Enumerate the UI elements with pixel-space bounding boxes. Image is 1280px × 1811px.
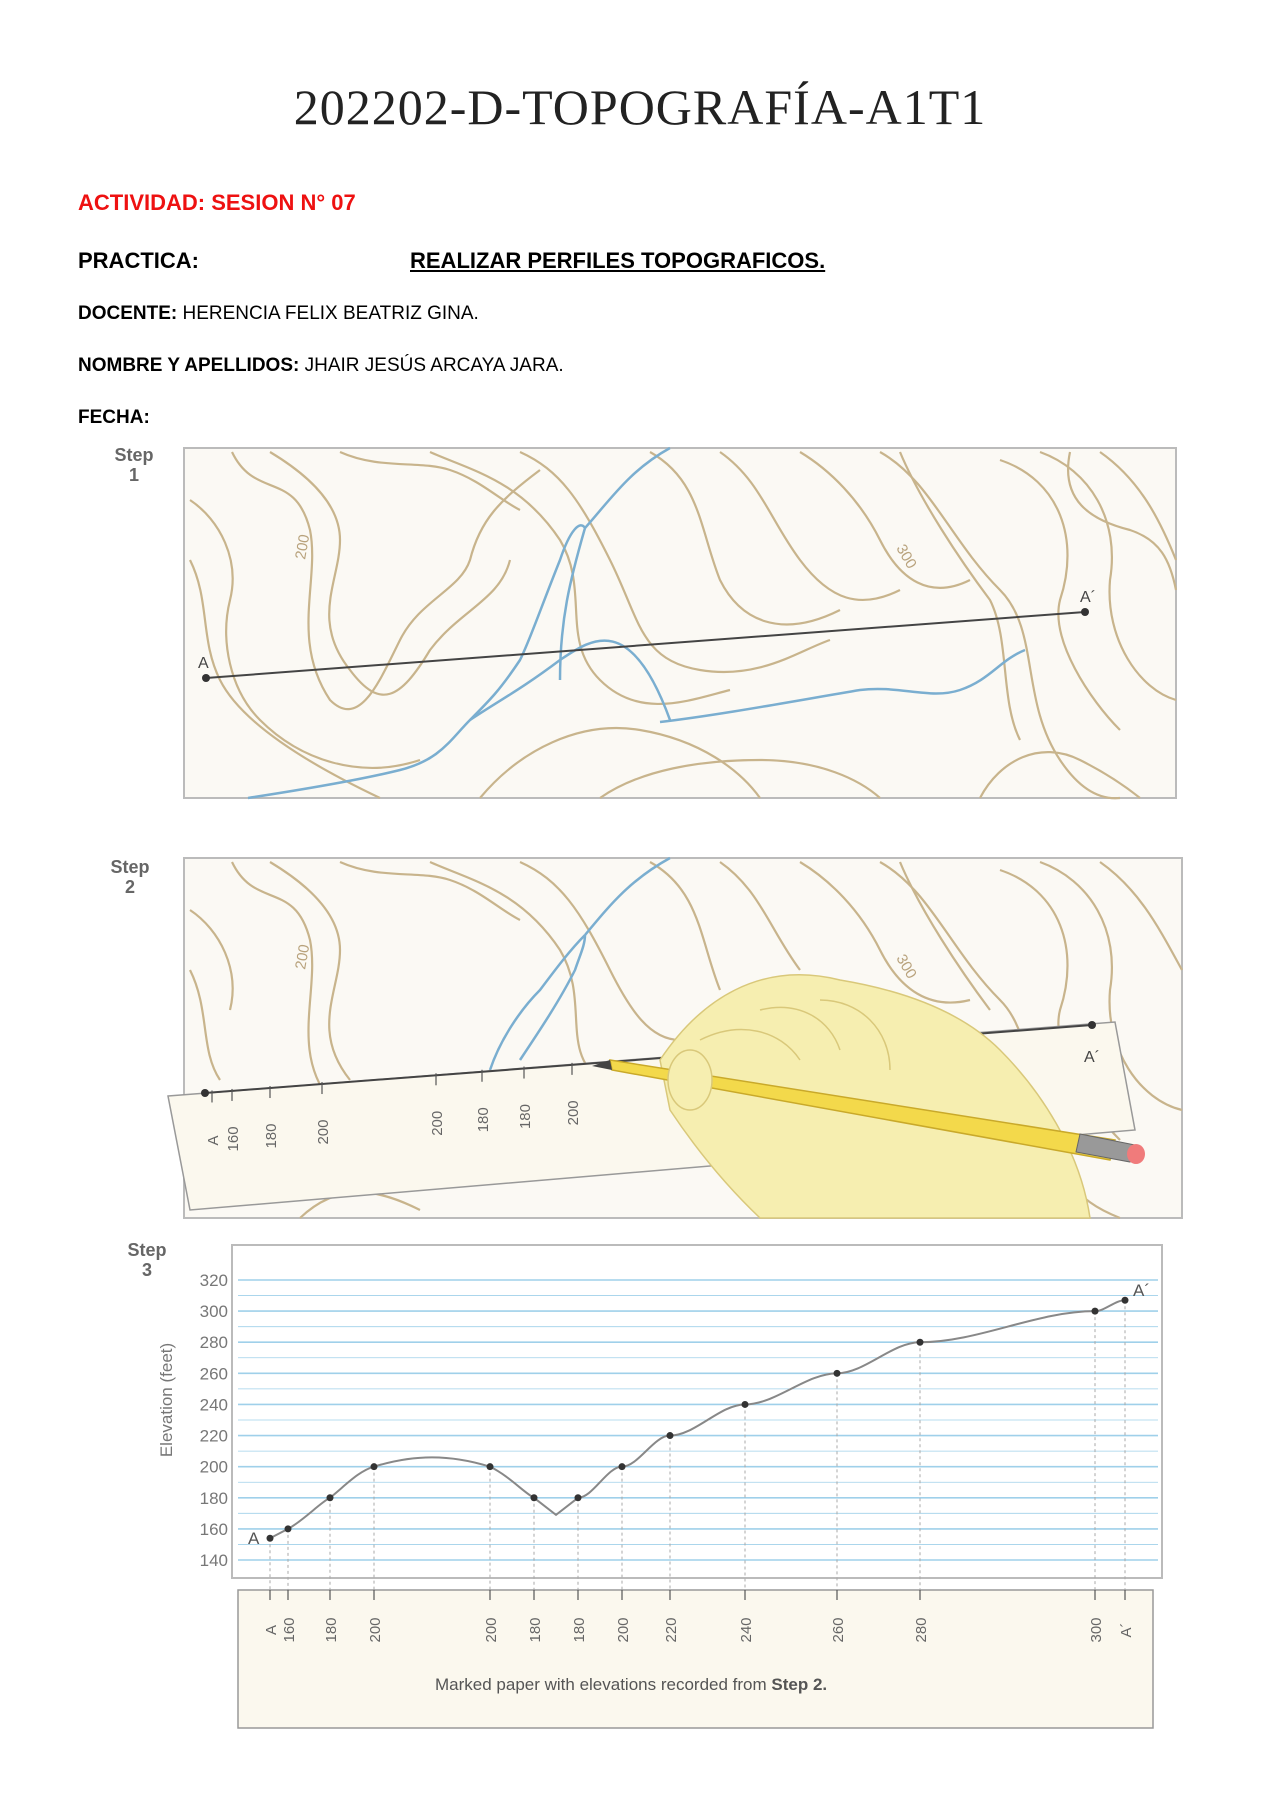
data-point: [285, 1525, 292, 1532]
y-tick-label: 240: [199, 1395, 228, 1415]
step2-mark-label: 200: [565, 1100, 582, 1126]
step3-mark-label: 160: [281, 1617, 298, 1643]
data-point: [531, 1494, 538, 1501]
step2-number: 2: [124, 877, 135, 897]
step2-mark-label: 200: [315, 1119, 332, 1145]
data-point: [371, 1463, 378, 1470]
step3-mark-label: 180: [527, 1617, 544, 1643]
data-point: [1092, 1308, 1099, 1315]
y-axis-label: Elevation (feet): [157, 1342, 176, 1458]
step3-mark-label: 280: [913, 1617, 930, 1643]
student-name: JHAIR JESÚS ARCAYA JARA.: [299, 355, 564, 376]
step3-mark-label: 240: [738, 1617, 755, 1643]
student-label: NOMBRE Y APELLIDOS:: [78, 355, 300, 376]
step1-label-a-prime: A´: [1080, 589, 1096, 606]
step1-label-a: A: [198, 655, 209, 672]
step1-word: Step: [114, 445, 154, 465]
step3-mark-label: 180: [323, 1617, 340, 1643]
step2-word: Step: [110, 857, 150, 877]
step2-contour-label-300: 300: [892, 951, 920, 982]
y-tick-label: 220: [199, 1426, 228, 1446]
data-point: [327, 1494, 334, 1501]
step3-mark-label: 180: [571, 1617, 588, 1643]
document-title: 202202-D-TOPOGRAFÍA-A1T1: [293, 79, 987, 135]
activity-heading: ACTIVIDAD: SESION N° 07: [78, 190, 356, 215]
step2-mark-label: 160: [225, 1126, 242, 1152]
step3-mark-label: 200: [615, 1617, 632, 1643]
data-point: [834, 1370, 841, 1377]
y-tick-label: 280: [199, 1333, 228, 1353]
step3-caption-bold: Step 2.: [771, 1675, 828, 1694]
practica-title: REALIZAR PERFILES TOPOGRAFICOS.: [410, 248, 826, 273]
step1-contour-label-300: 300: [892, 541, 920, 572]
step3-word: Step: [127, 1240, 167, 1260]
y-tick-label: 160: [199, 1519, 228, 1539]
step2-mark-label: A: [205, 1135, 222, 1146]
step1-number: 1: [128, 465, 139, 485]
step3-mark-label: 300: [1088, 1617, 1105, 1643]
step2-mark-label: 200: [429, 1110, 446, 1136]
step3-caption: [435, 1675, 827, 1694]
step3-mark-label: 220: [663, 1617, 680, 1643]
step3-mark-label: A´: [1118, 1622, 1135, 1638]
practica-label: PRACTICA:: [78, 248, 199, 273]
data-point: [575, 1494, 582, 1501]
data-point: [667, 1432, 674, 1439]
chart-start-label: A: [248, 1529, 260, 1549]
step2-mark-label: 180: [517, 1104, 534, 1130]
step3-mark-label: 260: [830, 1617, 847, 1643]
y-tick-label: 140: [199, 1551, 228, 1570]
y-tick-label: 260: [199, 1364, 228, 1384]
step2-mark-label: 180: [475, 1107, 492, 1133]
docente-name: HERENCIA FELIX BEATRIZ GINA.: [177, 303, 479, 324]
chart-end-label: A´: [1133, 1281, 1150, 1301]
data-point: [619, 1463, 626, 1470]
data-point: [742, 1401, 749, 1408]
step3-paper-strip: [238, 1590, 1153, 1728]
docente-label: DOCENTE:: [78, 303, 178, 324]
y-tick-label: 320: [199, 1271, 228, 1290]
step3-mark-label: 200: [483, 1617, 500, 1643]
step2-mark-label: 180: [263, 1123, 280, 1149]
data-point: [917, 1339, 924, 1346]
data-point: [487, 1463, 494, 1470]
chart-y-ticks: [200, 1271, 228, 1570]
data-point: [267, 1535, 274, 1542]
step2-label-a-prime: A´: [1084, 1049, 1100, 1066]
y-tick-label: 180: [199, 1488, 228, 1508]
y-tick-label: 300: [199, 1302, 228, 1322]
step1-contour-label-200: 200: [292, 533, 314, 561]
step3-mark-label: A: [263, 1624, 280, 1636]
step2-contour-label-200: 200: [292, 943, 314, 971]
data-point: [1122, 1297, 1129, 1304]
step3-number: 3: [141, 1260, 152, 1280]
fecha-label: FECHA:: [78, 407, 150, 428]
step3-caption-text: Marked paper with elevations recorded from: [435, 1675, 772, 1694]
y-tick-label: 200: [199, 1457, 228, 1477]
chart-frame: [232, 1245, 1162, 1578]
step3-mark-label: 200: [367, 1617, 384, 1643]
